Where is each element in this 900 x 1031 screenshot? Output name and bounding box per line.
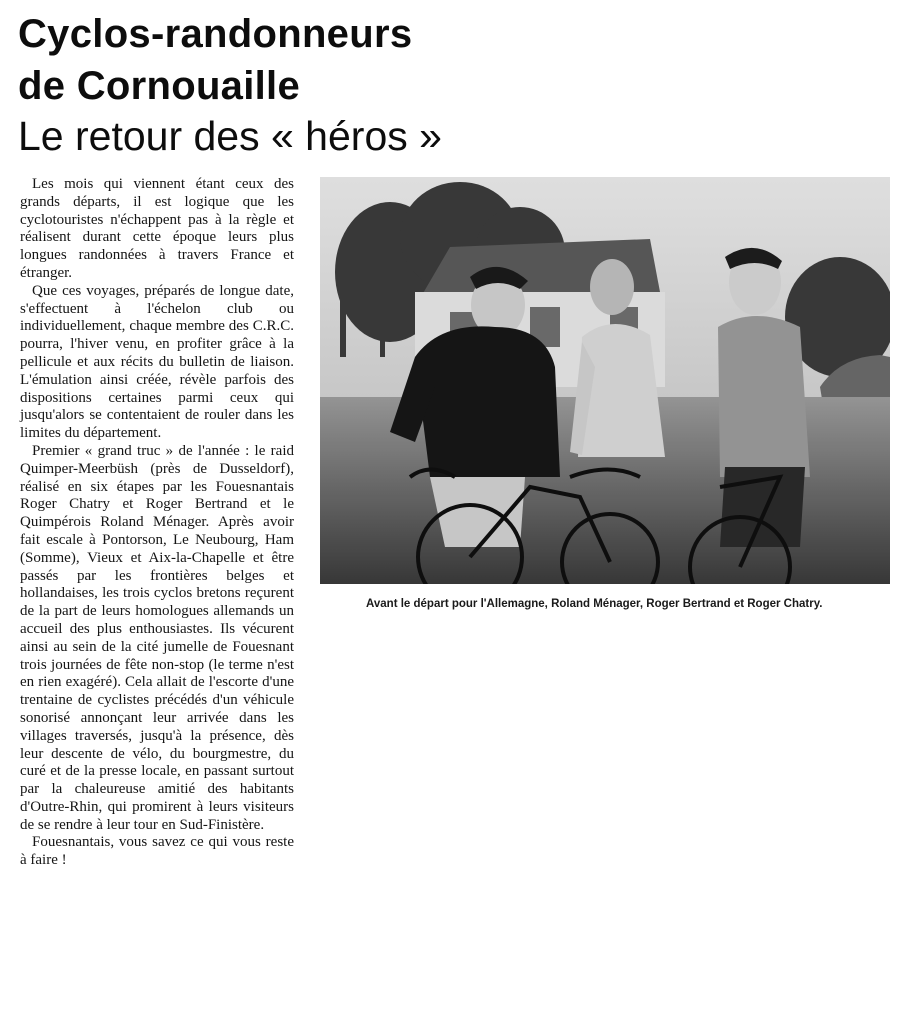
article-paragraph-4: Fouesnantais, vous savez ce qui vous reste à faire ! [20, 834, 294, 869]
news-photo [320, 177, 890, 584]
article-paragraph-2: Que ces voyages, préparés de longue date, s'effectuent à l'échelon club ou individuellement, chaque membre des C.R.C. pourra, l'hiver venu, en profiter grâce à la pellicule et aux récits du bulletin de liaison. L'émulation ainsi créée, révèle parfois des dispositions certaines parmi ceux qui jusqu'alors se contentaient de rouler dans les limites du département. [20, 282, 294, 442]
photo-caption: Avant le départ pour l'Allemagne, Roland Ménager, Roger Bertrand et Roger Chatry. [366, 598, 823, 610]
article-body [20, 176, 294, 870]
headline-line-2: de Cornouaille [18, 64, 301, 108]
subheadline: Le retour des « héros » [18, 113, 442, 159]
article-paragraph-1: Les mois qui viennent étant ceux des grands départs, il est logique que les cyclotouristes n'échappent pas à la règle et réalisent durant cette époque leurs plus longues randonnées à travers France et étranger. [20, 176, 294, 281]
headline [18, 8, 578, 112]
article-paragraph-3: Premier « grand truc » de l'année : le raid Quimper-Meerbüsh (près de Dusseldorf), réalisé en six étapes par les Fouesnantais Roger Chatry et Roger Bertrand et le Quimpérois Roland Ménager. Après avoir fait escale à Pontorson, Le Neubourg, Ham (Somme), Vieux et Aix-la-Chapelle et être passés par les frontières belges et hollandaises, les trois cyclos bretons reçurent de la part de leurs homologues allemands un accueil des plus enthousiastes. Ils vécurent ainsi au sein de la cité jumelle de Fouesnant trois journées de fête non-stop (le terme n'est en rien exagéré). Cela allait de l'escorte d'une trentaine de cyclistes précédés d'un véhicule sonorisé annonçant leur arrivée dans les villages traversés, jusqu'à la présence, dès leur descente de vélo, du bourgmestre, du curé et de la presse locale, en passant surtout par la chaleureuse amitié des habitants d'Outre-Rhin, qui promirent à leurs visiteurs de se rendre à leur tour en Sud-Finistère. [20, 442, 294, 833]
headline-line-1: Cyclos-randonneurs [18, 12, 413, 56]
